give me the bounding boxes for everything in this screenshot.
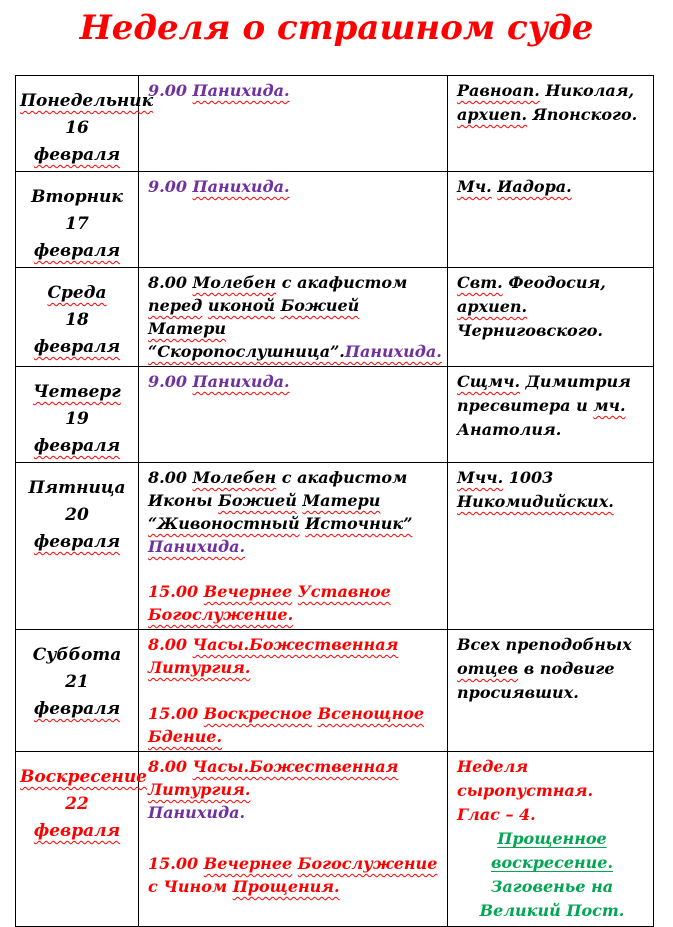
paragraph bbox=[20, 791, 134, 845]
paragraph bbox=[20, 115, 134, 169]
paragraph bbox=[20, 379, 134, 406]
text-segment: Анатолия. bbox=[457, 420, 562, 439]
table-row bbox=[16, 752, 654, 927]
day-cell bbox=[16, 367, 139, 463]
text-segment: 8.00 bbox=[148, 757, 193, 776]
text-segment: Заговенье на Великий Пост. bbox=[479, 877, 625, 920]
text-segment: 8.00 bbox=[148, 273, 193, 292]
text-segment: февраля bbox=[33, 532, 121, 552]
text-segment: Четверг bbox=[33, 382, 121, 402]
commemorations-cell bbox=[448, 367, 654, 463]
text-segment: Вечернее bbox=[203, 854, 293, 873]
text-segment: Панихида. bbox=[148, 803, 246, 822]
paragraph bbox=[20, 669, 134, 723]
paragraph bbox=[20, 475, 134, 502]
commemorations-cell bbox=[448, 630, 654, 752]
text-segment: Богослужение. bbox=[148, 605, 294, 624]
text-segment: Равноап. bbox=[457, 81, 540, 100]
text-segment: 18 bbox=[65, 310, 89, 330]
text-segment: Понедельник bbox=[20, 91, 154, 111]
text-segment: февраля bbox=[33, 241, 121, 261]
paragraph bbox=[148, 702, 439, 748]
text-segment: Божией bbox=[218, 491, 297, 510]
text-segment: Всенощное bbox=[317, 704, 425, 723]
text-segment: Николая, bbox=[539, 81, 635, 100]
text-segment: Часы.Божественная bbox=[192, 757, 399, 776]
paragraph bbox=[148, 271, 442, 363]
services-cell bbox=[139, 630, 448, 752]
text-segment: 9.00 bbox=[148, 177, 193, 196]
text-segment: Среда bbox=[47, 283, 107, 303]
text-segment: Вечернее bbox=[203, 582, 293, 601]
text-segment: иконой bbox=[207, 296, 275, 315]
text-segment: Мч. bbox=[457, 177, 492, 196]
paragraph bbox=[20, 764, 148, 791]
day-cell bbox=[16, 268, 139, 367]
paragraph bbox=[20, 307, 134, 361]
services-cell bbox=[139, 367, 448, 463]
text-segment: Панихида. bbox=[192, 81, 290, 100]
services-cell bbox=[139, 76, 448, 172]
text-segment: Матери bbox=[148, 319, 227, 338]
text-segment: Никомидийских. bbox=[457, 492, 614, 511]
paragraph bbox=[148, 852, 439, 898]
table-row bbox=[16, 268, 654, 367]
paragraph bbox=[457, 875, 647, 923]
text-segment: мч. bbox=[593, 396, 626, 415]
text-segment: Литургия. bbox=[148, 658, 251, 677]
paragraph bbox=[457, 175, 647, 199]
text-segment: Панихида. bbox=[192, 372, 290, 391]
day-cell bbox=[16, 630, 139, 752]
text-segment: февраля bbox=[33, 337, 121, 357]
text-segment: Глас – 4. bbox=[457, 805, 536, 824]
text-segment: Молебен bbox=[192, 468, 277, 487]
commemorations-cell bbox=[448, 76, 654, 172]
text-segment: Матери bbox=[302, 491, 381, 510]
paragraph bbox=[20, 502, 134, 556]
services-cell bbox=[139, 268, 448, 367]
text-segment: 15.00 bbox=[148, 582, 204, 601]
text-segment: 9.00 bbox=[148, 372, 193, 391]
text-segment: Японского. bbox=[527, 105, 638, 124]
text-segment: Мчч. bbox=[457, 468, 504, 487]
text-segment: 1003 bbox=[503, 468, 554, 487]
text-segment: Неделя сыропустная. bbox=[457, 757, 594, 800]
text-segment: с акафистом Иконы bbox=[148, 468, 408, 510]
text-segment: перед bbox=[148, 296, 203, 315]
text-segment: Димитрия пресвитера и bbox=[457, 372, 631, 415]
paragraph bbox=[20, 184, 134, 211]
text-segment: февраля bbox=[33, 821, 121, 841]
text-segment: 15.00 bbox=[148, 704, 204, 723]
text-segment: февраля bbox=[33, 436, 121, 456]
day-cell bbox=[16, 172, 139, 268]
services-cell bbox=[139, 172, 448, 268]
text-segment: Воскресение bbox=[20, 767, 148, 787]
table-row bbox=[16, 463, 654, 630]
text-segment: Богослужение bbox=[297, 854, 438, 873]
services-cell bbox=[139, 752, 448, 927]
paragraph bbox=[148, 175, 439, 198]
commemorations-cell bbox=[448, 268, 654, 367]
paragraph bbox=[148, 633, 439, 679]
text-segment: Свт. bbox=[457, 273, 503, 292]
paragraph bbox=[457, 633, 647, 705]
paragraph bbox=[20, 88, 154, 115]
paragraph bbox=[457, 79, 647, 127]
text-segment: Источник” bbox=[305, 514, 413, 533]
text-segment: 8.00 bbox=[148, 468, 193, 487]
text-segment: в подвиге просиявших. bbox=[457, 659, 615, 702]
text-segment: 19 bbox=[65, 409, 89, 429]
paragraph bbox=[457, 370, 647, 442]
text-segment: “Скоропослушница”. bbox=[148, 342, 345, 361]
schedule-table bbox=[15, 75, 654, 927]
text-segment: 9.00 bbox=[148, 81, 193, 100]
text-segment: отцев bbox=[457, 659, 519, 678]
text-segment: Панихида. bbox=[344, 342, 442, 361]
day-cell bbox=[16, 752, 148, 927]
paragraph bbox=[148, 466, 439, 558]
text-segment: “Живоностный bbox=[148, 514, 300, 533]
commemorations-cell bbox=[448, 172, 654, 268]
text-segment: Уставное bbox=[297, 582, 391, 601]
commemorations-cell bbox=[448, 463, 654, 630]
text-segment: Пятница bbox=[28, 478, 126, 498]
text-segment: 22 bbox=[65, 794, 89, 814]
text-segment: Всех преподобных bbox=[457, 635, 632, 654]
text-segment: с bbox=[148, 877, 164, 896]
paragraph bbox=[457, 827, 647, 875]
page-title: Неделя о страшном суде bbox=[79, 8, 594, 48]
text-segment: февраля bbox=[33, 145, 121, 165]
text-segment: Молебен bbox=[192, 273, 277, 292]
text-segment: архиеп. bbox=[457, 105, 528, 124]
paragraph bbox=[148, 801, 439, 824]
text-segment: Иадора. bbox=[497, 177, 572, 196]
table-row bbox=[16, 630, 654, 752]
text-segment: Божией bbox=[280, 296, 360, 315]
text-segment: 21 bbox=[65, 672, 89, 692]
paragraph bbox=[20, 280, 134, 307]
paragraph bbox=[20, 642, 134, 669]
text-segment: Панихида. bbox=[148, 537, 246, 556]
text-segment: 15.00 bbox=[148, 854, 204, 873]
text-segment: 16 bbox=[65, 118, 89, 138]
day-cell bbox=[16, 463, 139, 630]
table-row bbox=[16, 76, 654, 172]
text-segment: февраля bbox=[33, 699, 121, 719]
paragraph bbox=[457, 803, 647, 827]
text-segment: Воскресное bbox=[203, 704, 313, 723]
paragraph bbox=[20, 406, 134, 460]
text-segment: Суббота bbox=[32, 645, 122, 665]
text-segment: Часы.Божественная bbox=[192, 635, 399, 654]
paragraph bbox=[148, 370, 439, 393]
day-cell bbox=[16, 76, 154, 172]
text-segment: Черниговского. bbox=[457, 321, 603, 340]
paragraph bbox=[457, 755, 647, 803]
paragraph bbox=[148, 79, 439, 102]
paragraph bbox=[457, 466, 647, 514]
paragraph bbox=[20, 211, 134, 265]
text-segment: Литургия. bbox=[148, 780, 251, 799]
commemorations-cell bbox=[448, 752, 654, 927]
paragraph bbox=[148, 580, 439, 626]
services-cell bbox=[139, 463, 448, 630]
text-segment: Прощения. bbox=[232, 877, 340, 896]
paragraph bbox=[148, 755, 439, 801]
text-segment: 20 bbox=[65, 505, 89, 525]
text-segment: Сщмч. bbox=[457, 372, 521, 391]
text-segment: с акафистом bbox=[276, 273, 408, 292]
text-segment: Прощенное воскресение. bbox=[490, 829, 614, 872]
text-segment: 17 bbox=[65, 214, 89, 234]
text-segment: Феодосия, bbox=[502, 273, 606, 292]
text-segment: Панихида. bbox=[192, 177, 290, 196]
text-segment: Чином bbox=[163, 877, 228, 896]
text-segment: Бдение. bbox=[148, 727, 223, 746]
paragraph bbox=[457, 271, 647, 343]
table-row bbox=[16, 172, 654, 268]
text-segment: 8.00 bbox=[148, 635, 193, 654]
text-segment: архиеп. bbox=[457, 297, 528, 316]
schedule-table-body bbox=[16, 76, 654, 927]
table-row bbox=[16, 367, 654, 463]
text-segment: Вторник bbox=[31, 187, 123, 207]
